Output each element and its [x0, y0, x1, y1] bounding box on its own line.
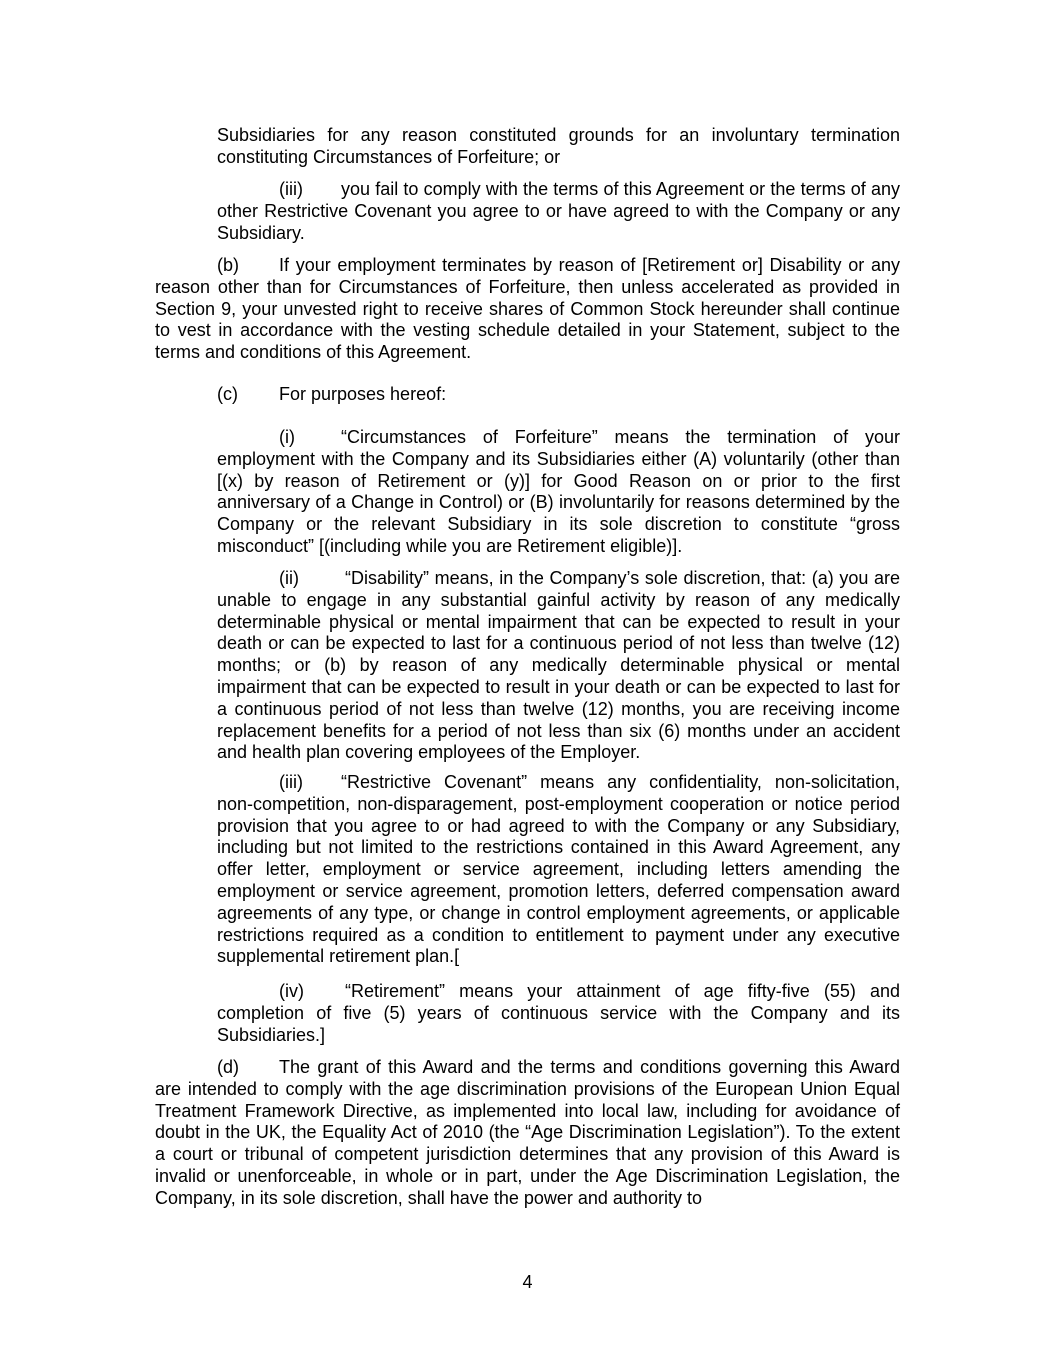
paragraph-b: [155, 255, 900, 364]
paragraph-number: (iii): [279, 772, 303, 792]
paragraph-c-i: [217, 427, 900, 558]
paragraph-number: (d): [217, 1057, 239, 1077]
paragraph-c-ii: [217, 568, 900, 764]
paragraph-number: (ii): [279, 568, 299, 588]
paragraph-text: The grant of this Award and the terms and conditions governing this Award are intended to comply with the age discrimination provisions of the European Union Equal Treatment Framework Directive, as implemented into local law, including for avoidance of doubt in the UK, the Equality Act of 2010 (the “Age Discrimination Legislation”). To the extent a court or tribunal of competent jurisdiction determines that any provision of this Award is invalid or unenforceable, in whole or in part, under the Age Discrimination Legislation, the Company, in its sole discretion, shall have the power and authority to: [155, 1057, 900, 1208]
paragraph-number: (iii): [279, 179, 303, 199]
paragraph-c-iii: [217, 772, 900, 968]
paragraph-number: (i): [279, 427, 295, 447]
paragraph-d: [155, 1057, 900, 1210]
paragraph-continuation: [217, 125, 900, 169]
paragraph-c-iv: [217, 981, 900, 1046]
page-number: 4: [522, 1272, 533, 1292]
paragraph-text: For purposes hereof:: [279, 384, 447, 404]
paragraph-text: you fail to comply with the terms of this Agreement or the terms of any other Restrictive Covenant you agree to or have agreed to with the Company or any Subsidiary.: [217, 179, 900, 243]
paragraph-number: (c): [217, 384, 238, 404]
paragraph-text: Subsidiaries for any reason constituted grounds for an involuntary termination constituting Circumstances of Forfeiture; or: [217, 125, 900, 167]
paragraph-text: “Disability” means, in the Company’s sole discretion, that: (a) you are unable to engage in any substantial gainful activity by reason of any medically determinable physical or mental impairment that can be expected to result in your death or can be expected to last for a continuous period of not less than twelve (12) months; or (b) by reason of any medically determinable physical or mental impairment that can be expected to result in your death or can be expected to last for a continuous period of not less than twelve (12) months, you are receiving income replacement benefits for a period of not less than six (6) months under an accident and health plan covering employees of the Employer.: [217, 568, 900, 763]
paragraph-text: If your employment terminates by reason of [Retirement or] Disability or any reason other than for Circumstances of Forfeiture, then unless accelerated as provided in Section 9, your unvested right to receive shares of Common Stock hereunder shall continue to vest in accordance with the vesting schedule detailed in your Statement, subject to the terms and conditions of this Agreement.: [155, 255, 900, 363]
paragraph-number: (b): [217, 255, 239, 275]
paragraph-text: “Restrictive Covenant” means any confidentiality, non-solicitation, non-competition, non-disparagement, post-employment cooperation or notice period provision that you agree to or had agreed to with the Company or any Subsidiary, including but not limited to the restrictions contained in this Award Agreement, any offer letter, employment or service agreement, including letters amending the employment or service agreement, promotion letters, deferred compensation award agreements of any type, or change in control employment agreements, or applicable restrictions required as a condition to entitlement to payment under any executive supplemental retirement plan.[: [217, 772, 900, 967]
paragraph-number: (iv): [279, 981, 304, 1001]
paragraph-text: “Retirement” means your attainment of age fifty-five (55) and completion of five (5) years of continuous service with the Company and its Subsidiaries.]: [217, 981, 900, 1045]
paragraph-a-iii: [217, 179, 900, 244]
paragraph-c: [155, 384, 900, 406]
paragraph-text: “Circumstances of Forfeiture” means the termination of your employment with the Company and its Subsidiaries either (A) voluntarily (other than [(x) by reason of Retirement or (y)] for Good Reason on or prior to the first anniversary of a Change in Control) or (B) involuntarily for reasons determined by the Company or the relevant Subsidiary in its sole discretion to constitute “gross misconduct” [(including while you are Retirement eligible)].: [217, 427, 900, 556]
